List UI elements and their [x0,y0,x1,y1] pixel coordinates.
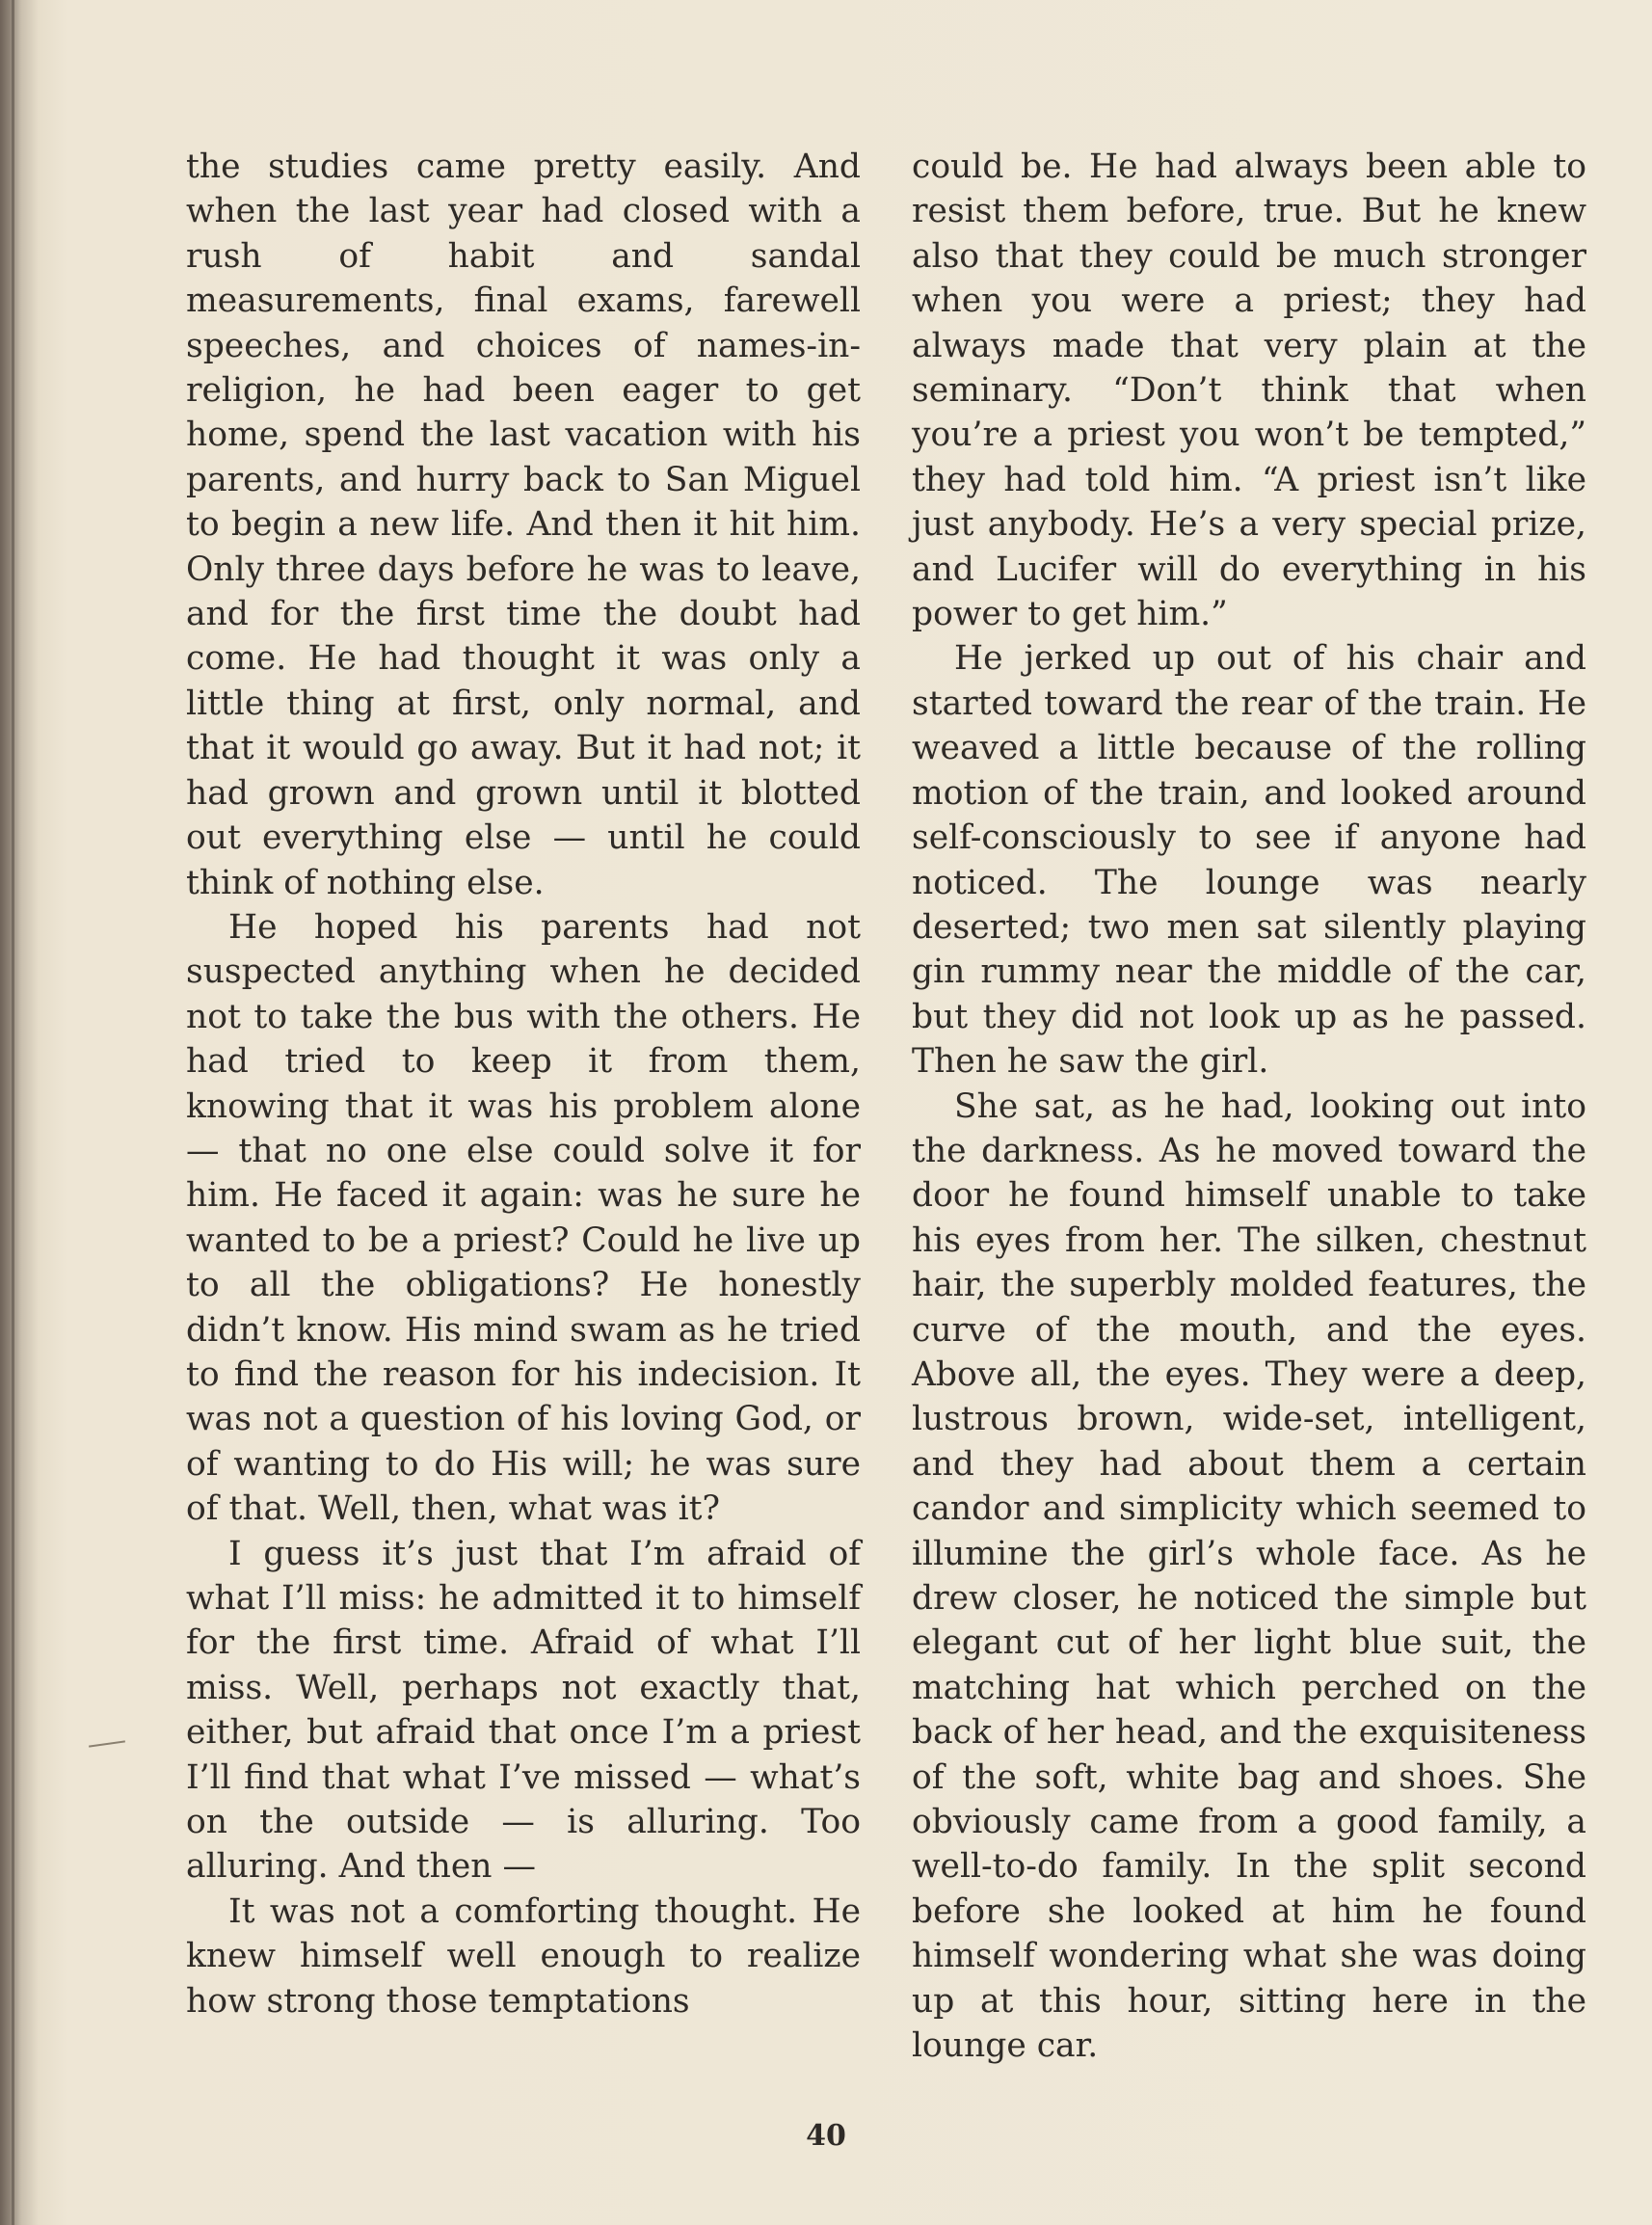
paragraph: It was not a comforting thought. He knew himself well enough to realize how strong those temptations [186,1891,861,2021]
paragraph: the studies came pretty easily. And when the last year had closed with a rush of habit and sandal measurements, final exams, farewell speeches, and choices of names-in-religion, he had been eager to get home, spend the last vacation with his parents, and hurry back to San Miguel to begin a new life. And then it hit him. Only three days before he was to leave, and for the first time the doubt had come. He had thought it was only a little thing at first, only normal, and that it would go away. But it had not; it had grown and grown until it blotted out everything else — until he could think of nothing else. [186,147,861,902]
text-column-right [912,145,1586,2068]
paragraph: He hoped his parents had not suspected anything when he decided not to take the bus with the others. He had tried to keep it from them, knowing that it was his problem alone — that no one else could solve it for him. He faced it again: was he sure he wanted to be a priest? Could he live up to all the obligations? He honestly didn’t know. His mind swam as he tried to find the reason for his indecision. It was not a question of his loving God, or of wanting to do His will; he was sure of that. Well, then, what was it? [186,907,861,1529]
margin-pencil-mark [89,1740,125,1747]
page-binding-edge [12,0,14,2225]
paragraph: She sat, as he had, looking out into the darkness. As he moved toward the door he found himself unable to take his eyes from her. The silken, chestnut hair, the superbly molded features, the curve of the mouth, and the eyes. Above all, the eyes. They were a deep, lustrous brown, wide-set, intelligent, and they had about them a certain candor and simplicity which seemed to illumine the girl’s whole face. As he drew closer, he noticed the simple but elegant cut of her light blue suit, the matching hat which perched on the back of her head, and the exquisiteness of the soft, white bag and shoes. She obviously came from a good family, a well-to-do family. In the split second before she looked at him he found himself wondering what she was doing up at this hour, sitting here in the lounge car. [912,1086,1586,2066]
text-column-left [186,145,861,2024]
page-number: 40 [806,2119,846,2153]
paragraph: could be. He had always been able to resist them before, true. But he knew also that they could be much stronger when you were a priest; they had always made that very plain at the seminary. “Don’t think that when you’re a priest you won’t be tempted,” they had told him. “A priest isn’t like just anybody. He’s a very special prize, and Lucifer will do everything in his power to get him.” [912,147,1586,634]
paragraph: I guess it’s just that I’m afraid of what I’ll miss: he admitted it to himself for the first time. Afraid of what I’ll miss. Well, perhaps not exactly that, either, but afraid that once I’m a priest I’ll find that what I’ve missed — what’s on the outside — is alluring. Too alluring. And then — [186,1534,861,1887]
paragraph: He jerked up out of his chair and started toward the rear of the train. He weaved a little because of the rolling motion of the train, and looked around self-consciously to see if anyone had noticed. The lounge was nearly deserted; two men sat silently playing gin rummy near the middle of the car, but they did not look up as he passed. Then he saw the girl. [912,639,1586,1082]
